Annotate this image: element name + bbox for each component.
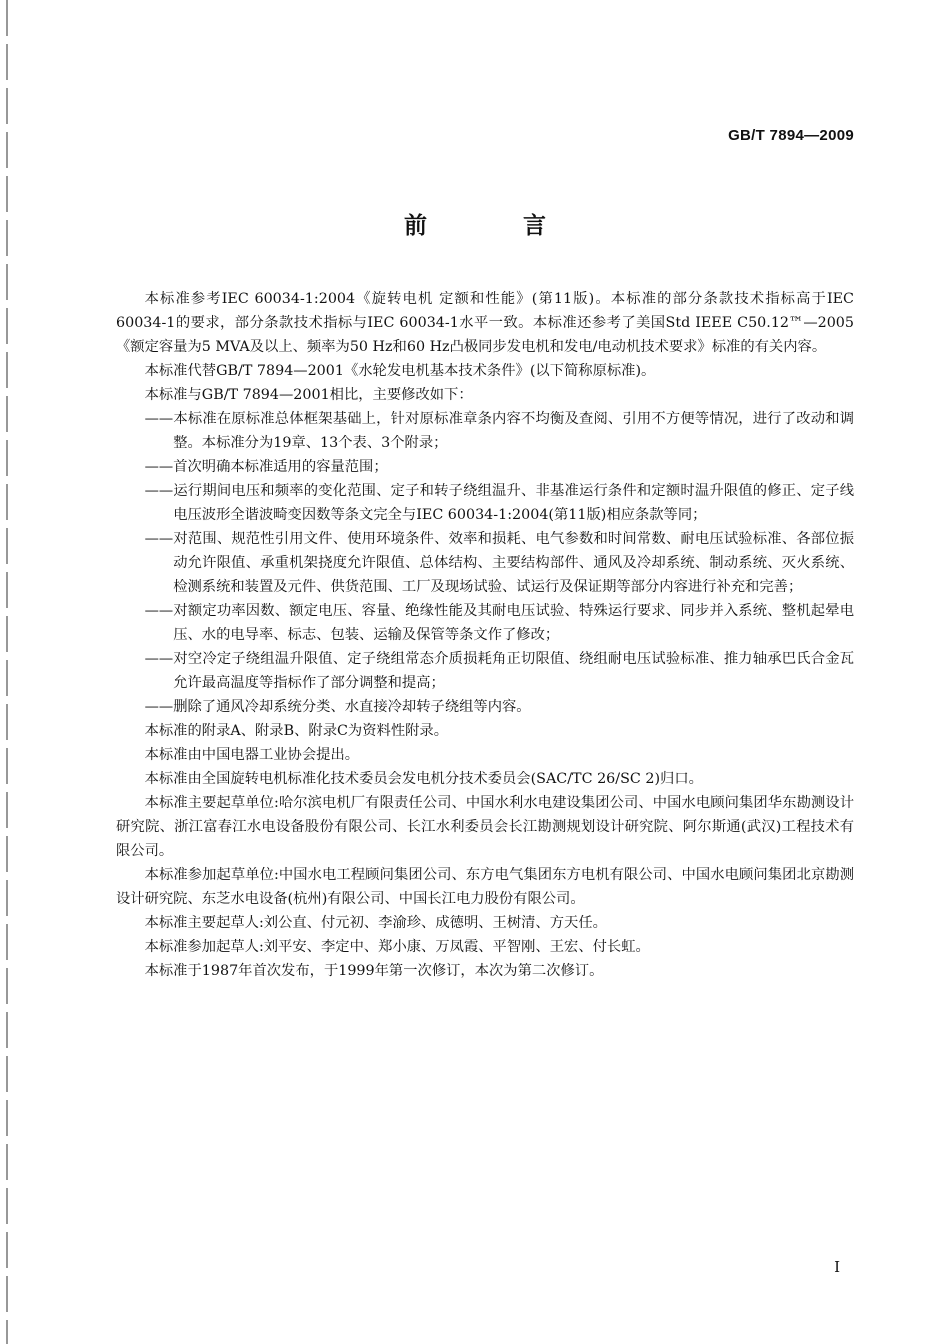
page-title: 前 言: [403, 213, 590, 239]
change-item: ——首次明确本标准适用的容量范围；: [144, 459, 388, 475]
paragraph-participating-drafters: 本标准参加起草人:刘平安、李定中、郑小康、万凤霞、平智刚、王宏、付长虹。: [144, 939, 650, 955]
change-item: ——本标准在原标准总体框架基础上，针对原标准章条内容不均衡及查阅、引用不方便等情况，进行了改动和调整。本标准分为19章、13个表、3个附录；: [144, 411, 854, 451]
change-item: ——运行期间电压和频率的变化范围、定子和转子绕组温升、非基准运行条件和定额时温升限值的修正、定子线电压波形全谐波畸变因数等条文完全与IEC 60034-1:2004(第11版)相应条款等同；: [144, 483, 854, 523]
page-number: I: [834, 1258, 840, 1276]
paragraph-committee: 本标准由全国旋转电机标准化技术委员会发电机分技术委员会(SAC/TC 26/SC 2)归口。: [144, 771, 703, 787]
standard-code: GB/T 7894—2009: [728, 127, 854, 144]
binding-margin-line: [6, 0, 8, 1344]
document-body: [116, 287, 854, 983]
change-item: ——对额定功率因数、额定电压、容量、绝缘性能及其耐电压试验、特殊运行要求、同步并入系统、整机起晕电压、水的电导率、标志、包装、运输及保管等条文作了修改；: [144, 603, 854, 643]
paragraph-participating-drafters-org: 本标准参加起草单位:中国水电工程顾问集团公司、东方电气集团东方电机有限公司、中国水电顾问集团北京勘测设计研究院、东芝水电设备(杭州)有限公司、中国长江电力股份有限公司。: [116, 867, 854, 907]
change-item: ——删除了通风冷却系统分类、水直接冷却转子绕组等内容。: [144, 699, 531, 715]
paragraph-proposer: 本标准由中国电器工业协会提出。: [144, 747, 360, 763]
paragraph-history: 本标准于1987年首次发布，于1999年第一次修订，本次为第二次修订。: [144, 963, 604, 979]
change-item: ——对范围、规范性引用文件、使用环境条件、效率和损耗、电气参数和时间常数、耐电压试验标准、各部位振动允许限值、承重机架挠度允许限值、总体结构、主要结构部件、通风及冷却系统、制动系统、灭火系统、检测系统和装置及元件、供货范围、工厂及现场试验、试运行及保证期等部分内容进行补充和完善；: [144, 531, 854, 595]
paragraph-main-drafters: 本标准主要起草人:刘公直、付元初、李渝珍、成德明、王树清、方天任。: [144, 915, 607, 931]
change-item: ——对空冷定子绕组温升限值、定子绕组常态介质损耗角正切限值、绕组耐电压试验标准、推力轴承巴氏合金瓦允许最高温度等指标作了部分调整和提高；: [144, 651, 854, 691]
paragraph-main-drafters-org: 本标准主要起草单位:哈尔滨电机厂有限责任公司、中国水利水电建设集团公司、中国水电顾问集团华东勘测设计研究院、浙江富春江水电设备股份有限公司、长江水利委员会长江勘测规划设计研究院、阿尔斯通(武汉)工程技术有限公司。: [116, 795, 854, 859]
paragraph-replaces: 本标准代替GB/T 7894—2001《水轮发电机基本技术条件》(以下简称原标准)。: [144, 363, 656, 379]
paragraph-annexes: 本标准的附录A、附录B、附录C为资料性附录。: [144, 723, 449, 739]
paragraph-reference: 本标准参考IEC 60034-1:2004《旋转电机 定额和性能》(第11版)。本标准的部分条款技术指标高于IEC 60034-1的要求，部分条款技术指标与IEC 60034-1水平一致。本标准还参考了美国Std IEEE C50.12™—2005《额定容量为5 MVA及以上、频率为50 Hz和60 Hz凸极同步发电机和发电/电动机技术要求》标准的有关内容。: [116, 291, 854, 355]
paragraph-changes-intro: 本标准与GB/T 7894—2001相比，主要修改如下：: [144, 387, 473, 403]
